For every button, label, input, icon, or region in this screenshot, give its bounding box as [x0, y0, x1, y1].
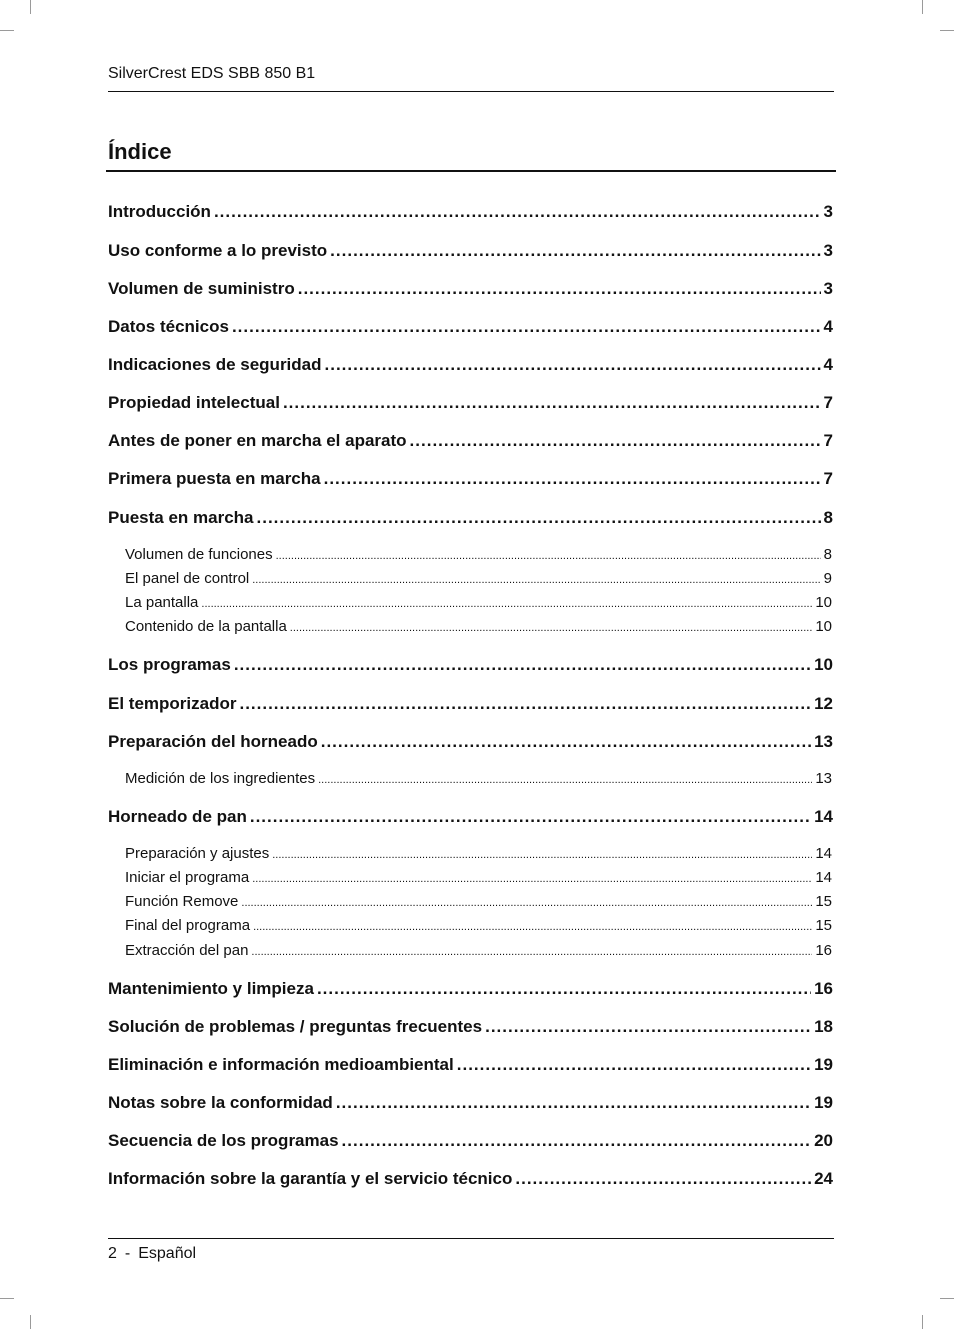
toc-entry-page: 8	[823, 508, 833, 527]
toc-entry-label: Volumen de suministro	[108, 279, 295, 298]
running-footer	[108, 1244, 196, 1264]
toc-entry[interactable]	[108, 430, 833, 452]
toc-leader	[324, 468, 821, 490]
toc-entry[interactable]	[108, 354, 833, 376]
toc-entry-label: Indicaciones de seguridad	[108, 355, 322, 374]
toc-leader	[283, 392, 821, 414]
toc-entry-page: 16	[815, 942, 832, 959]
toc-entry-page: 13	[814, 732, 833, 751]
toc-entry[interactable]	[108, 201, 833, 223]
toc-leader	[330, 240, 820, 262]
toc-subentry[interactable]	[125, 844, 832, 864]
toc-leader	[318, 770, 812, 789]
toc-entry-label: Preparación y ajustes	[125, 845, 270, 862]
toc-leader	[252, 869, 812, 888]
toc-entry-page: 16	[814, 979, 833, 998]
toc-entry-page: 8	[823, 546, 832, 563]
toc-entry-label: Uso conforme a lo previsto	[108, 241, 328, 260]
toc-entry-page: 10	[814, 655, 833, 674]
toc-entry-label: Eliminación e información medioambiental	[108, 1055, 454, 1074]
toc-entry-page: 4	[823, 355, 833, 374]
toc-entry[interactable]	[108, 468, 833, 490]
toc-entry[interactable]	[108, 806, 833, 828]
toc-entry-label: Antes de poner en marcha el aparato	[108, 431, 407, 450]
toc-subentry[interactable]	[125, 916, 832, 936]
toc-entry[interactable]	[108, 1130, 833, 1152]
toc-entry-label: Contenido de la pantalla	[125, 618, 287, 635]
toc-leader	[410, 430, 821, 452]
toc-entry-label: Solución de problemas / preguntas frecuentes	[108, 1017, 483, 1036]
toc-leader	[252, 570, 820, 589]
toc-entry[interactable]	[108, 654, 833, 676]
toc-entry-label: Final del programa	[125, 917, 251, 934]
toc-entry-page: 24	[814, 1169, 833, 1188]
toc-entry[interactable]	[108, 1168, 833, 1190]
toc-entry-label: Información sobre la garantía y el servicio técnico	[108, 1169, 513, 1188]
title-divider	[106, 170, 836, 172]
toc-entry-page: 13	[815, 770, 832, 787]
toc-subentry[interactable]	[125, 593, 832, 613]
toc-subentry[interactable]	[125, 941, 832, 961]
crop-mark	[0, 30, 14, 31]
running-header: SilverCrest EDS SBB 850 B1	[108, 65, 316, 82]
toc-entry-page: 9	[823, 570, 832, 587]
toc-leader	[253, 917, 812, 936]
toc-leader	[232, 316, 821, 338]
header-divider	[108, 91, 834, 92]
toc-leader	[257, 507, 821, 529]
toc-entry-label: Horneado de pan	[108, 807, 247, 826]
toc-entry[interactable]	[108, 392, 833, 414]
toc-subentry[interactable]	[125, 868, 832, 888]
toc-entry-page: 12	[814, 694, 833, 713]
toc-leader	[290, 618, 813, 637]
toc-entry-page: 19	[814, 1093, 833, 1112]
toc-leader	[342, 1130, 812, 1152]
toc-entry-page: 18	[814, 1017, 833, 1036]
toc-entry-page: 20	[814, 1131, 833, 1150]
toc-entry-label: Preparación del horneado	[108, 732, 318, 751]
toc-entry-page: 7	[823, 431, 833, 450]
toc-entry-page: 15	[815, 893, 832, 910]
toc-leader	[298, 278, 821, 300]
page-number: 2	[108, 1245, 117, 1262]
toc-leader	[276, 546, 821, 565]
toc-subentry[interactable]	[125, 769, 832, 789]
toc-leader	[272, 845, 812, 864]
footer-divider	[108, 1238, 834, 1239]
toc-leader	[214, 201, 821, 223]
toc-entry[interactable]	[108, 1092, 833, 1114]
toc-entry-page: 3	[823, 279, 833, 298]
toc-entry[interactable]	[108, 731, 833, 753]
toc-leader	[239, 693, 811, 715]
toc-leader	[457, 1054, 811, 1076]
crop-mark	[30, 0, 31, 14]
toc-entry-label: Iniciar el programa	[125, 869, 250, 886]
toc-entry[interactable]	[108, 1016, 833, 1038]
crop-mark	[922, 0, 923, 14]
toc-entry[interactable]	[108, 978, 833, 1000]
toc-entry-page: 3	[823, 241, 833, 260]
crop-mark	[30, 1315, 31, 1329]
toc-entry[interactable]	[108, 240, 833, 262]
toc-subentry[interactable]	[125, 569, 832, 589]
toc-entry-page: 4	[823, 317, 833, 336]
toc-entry-page: 14	[815, 845, 832, 862]
toc-entry-label: El panel de control	[125, 570, 250, 587]
toc-leader	[241, 893, 812, 912]
toc-leader	[234, 654, 811, 676]
crop-mark	[940, 30, 954, 31]
toc-subentry[interactable]	[125, 892, 832, 912]
toc-entry[interactable]	[108, 278, 833, 300]
toc-entry-label: Mantenimiento y limpieza	[108, 979, 314, 998]
toc-leader	[250, 806, 811, 828]
toc-entry[interactable]	[108, 1054, 833, 1076]
toc-leader	[201, 594, 812, 613]
toc-entry-label: Extracción del pan	[125, 942, 249, 959]
toc-entry-label: Datos técnicos	[108, 317, 229, 336]
crop-mark	[922, 1315, 923, 1329]
toc-entry-label: Primera puesta en marcha	[108, 469, 321, 488]
toc-entry-page: 7	[823, 469, 833, 488]
toc-entry-label: Volumen de funciones	[125, 546, 273, 563]
toc-entry-label: Secuencia de los programas	[108, 1131, 339, 1150]
toc-entry-page: 3	[823, 202, 833, 221]
toc-entry-page: 15	[815, 917, 832, 934]
toc-entry[interactable]	[108, 693, 833, 715]
crop-mark	[940, 1298, 954, 1299]
toc-entry-page: 7	[823, 393, 833, 412]
toc-entry-label: Introducción	[108, 202, 211, 221]
toc-leader	[485, 1016, 811, 1038]
toc-entry-label: Puesta en marcha	[108, 508, 254, 527]
toc-leader	[317, 978, 811, 1000]
toc-entry-label: Notas sobre la conformidad	[108, 1093, 333, 1112]
toc-entry-label: La pantalla	[125, 594, 199, 611]
toc-entry-page: 14	[815, 869, 832, 886]
toc-entry-label: Propiedad intelectual	[108, 393, 280, 412]
toc-entry-page: 10	[815, 594, 832, 611]
toc-leader	[515, 1168, 811, 1190]
toc-subentry[interactable]	[125, 617, 832, 637]
toc-leader	[336, 1092, 811, 1114]
toc-entry-label: Función Remove	[125, 893, 239, 910]
toc-subentry[interactable]	[125, 545, 832, 565]
toc-entry-label: Medición de los ingredientes	[125, 770, 316, 787]
toc-entry-page: 10	[815, 618, 832, 635]
footer-separator: -	[124, 1245, 131, 1262]
page-title: Índice	[108, 139, 172, 164]
toc-entry-page: 14	[814, 807, 833, 826]
toc-entry[interactable]	[108, 507, 833, 529]
toc-entry-page: 19	[814, 1055, 833, 1074]
toc-leader	[321, 731, 811, 753]
toc-entry-label: El temporizador	[108, 694, 237, 713]
crop-mark	[0, 1298, 14, 1299]
footer-language: Español	[138, 1245, 197, 1262]
toc-leader	[325, 354, 821, 376]
toc-leader	[251, 942, 812, 961]
toc-entry[interactable]	[108, 316, 833, 338]
toc-entry-label: Los programas	[108, 655, 231, 674]
